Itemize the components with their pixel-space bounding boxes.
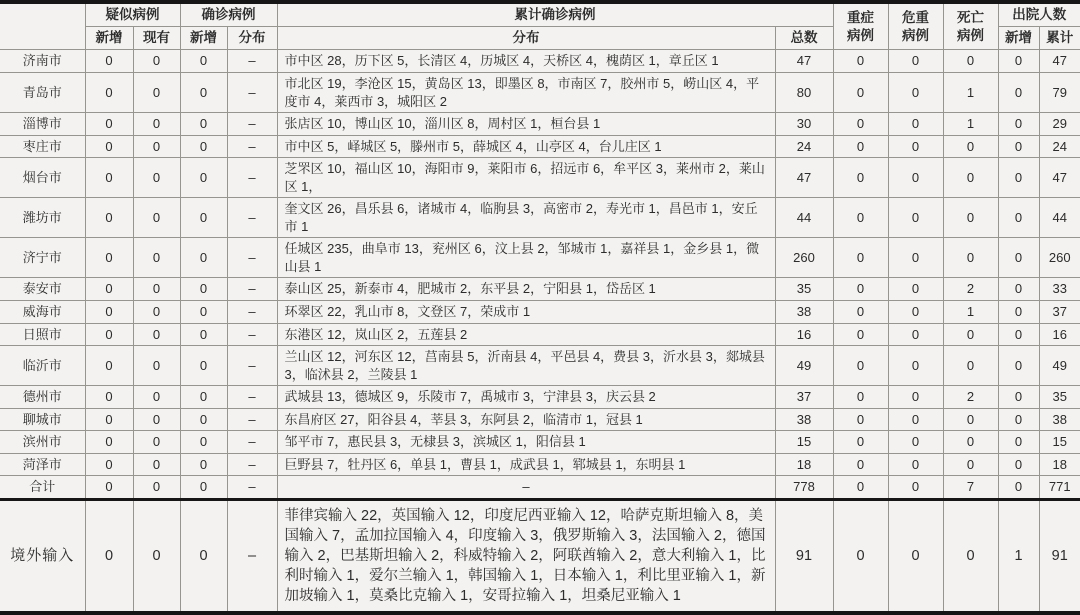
cell-confirmed-new: 0 [180, 198, 227, 238]
cell-discharged-new: 0 [998, 453, 1039, 476]
cell-discharged-new: 0 [998, 198, 1039, 238]
cell-confirmed-dist: – [227, 135, 277, 158]
cell-confirmed-dist: – [227, 346, 277, 386]
cell-confirmed-new: 0 [180, 386, 227, 409]
cell-cumulative-dist: 芝罘区 10，福山区 10，海阳市 9，莱阳市 6，招远市 6，牟平区 3，莱州市 2，莱山区 1， [277, 158, 775, 198]
cell-severe: 0 [833, 198, 888, 238]
cell-death: 1 [943, 72, 998, 112]
header-severe-cases [833, 2, 888, 50]
subheader-discharged-new: 新增 [998, 27, 1039, 50]
cell-severe: 0 [833, 301, 888, 324]
header-critical-line2: 病例 [902, 27, 929, 43]
cell-confirmed-dist: – [227, 158, 277, 198]
cell-confirmed-new: 0 [180, 408, 227, 431]
cell-discharged-cum: 35 [1039, 386, 1080, 409]
row-region-label: 青岛市 [0, 72, 85, 112]
cell-cumulative-total: 38 [775, 301, 833, 324]
cell-suspected-current: 0 [133, 476, 180, 500]
cell-discharged-new: 0 [998, 408, 1039, 431]
cell-death: 0 [943, 158, 998, 198]
cell-confirmed-new: 0 [180, 476, 227, 500]
cell-suspected-new: 0 [85, 238, 133, 278]
subheader-confirmed-dist: 分布 [227, 27, 277, 50]
cell-cumulative-total: 260 [775, 238, 833, 278]
cell-suspected-current: 0 [133, 135, 180, 158]
table-row [0, 499, 1080, 613]
cell-severe: 0 [833, 158, 888, 198]
cell-death: 0 [943, 323, 998, 346]
cell-cumulative-total: 37 [775, 386, 833, 409]
cell-discharged-cum: 18 [1039, 453, 1080, 476]
cell-death: 0 [943, 408, 998, 431]
header-severe-line2: 病例 [847, 27, 874, 43]
cell-cumulative-total: 80 [775, 72, 833, 112]
table-row [0, 453, 1080, 476]
cell-cumulative-total: 47 [775, 50, 833, 73]
cell-death: 2 [943, 278, 998, 301]
cell-cumulative-total: 24 [775, 135, 833, 158]
header-severe-line1: 重症 [847, 9, 874, 25]
cell-death: 1 [943, 113, 998, 136]
row-region-label: 临沂市 [0, 346, 85, 386]
cell-discharged-cum: 49 [1039, 346, 1080, 386]
subheader-discharged-cum: 累计 [1039, 27, 1080, 50]
cell-death: 0 [943, 238, 998, 278]
cell-discharged-new: 0 [998, 301, 1039, 324]
cell-severe: 0 [833, 346, 888, 386]
cell-discharged-new: 1 [998, 499, 1039, 613]
cell-cumulative-dist: 奎文区 26，昌乐县 6，诸城市 4，临朐县 3，高密市 2，寿光市 1，昌邑市 1，安丘市 1 [277, 198, 775, 238]
cell-discharged-new: 0 [998, 113, 1039, 136]
cell-cumulative-total: 30 [775, 113, 833, 136]
cell-suspected-new: 0 [85, 135, 133, 158]
cell-death: 0 [943, 135, 998, 158]
cell-suspected-current: 0 [133, 238, 180, 278]
cell-discharged-cum: 771 [1039, 476, 1080, 500]
table-row [0, 278, 1080, 301]
table-row [0, 408, 1080, 431]
cell-cumulative-dist: 巨野县 7，牡丹区 6，单县 1，曹县 1，成武县 1，郓城县 1，东明县 1 [277, 453, 775, 476]
header-death-cases [943, 2, 998, 50]
row-region-label: 枣庄市 [0, 135, 85, 158]
cell-critical: 0 [888, 158, 943, 198]
cell-critical: 0 [888, 499, 943, 613]
header-critical-cases [888, 2, 943, 50]
cell-confirmed-dist: – [227, 198, 277, 238]
row-region-label: 淄博市 [0, 113, 85, 136]
cell-confirmed-new: 0 [180, 499, 227, 613]
cell-discharged-cum: 38 [1039, 408, 1080, 431]
cell-suspected-current: 0 [133, 323, 180, 346]
cell-suspected-current: 0 [133, 278, 180, 301]
cell-severe: 0 [833, 408, 888, 431]
cell-cumulative-dist: 东昌府区 27，阳谷县 4，莘县 3，东阿县 2，临清市 1，冠县 1 [277, 408, 775, 431]
cell-confirmed-dist: – [227, 301, 277, 324]
row-region-label: 境外输入 [0, 499, 85, 613]
row-region-label: 滨州市 [0, 431, 85, 454]
cell-confirmed-new: 0 [180, 113, 227, 136]
cell-suspected-current: 0 [133, 158, 180, 198]
cell-suspected-new: 0 [85, 453, 133, 476]
table-row [0, 135, 1080, 158]
cell-confirmed-dist: – [227, 72, 277, 112]
cell-critical: 0 [888, 453, 943, 476]
cell-critical: 0 [888, 386, 943, 409]
cell-severe: 0 [833, 72, 888, 112]
cell-discharged-new: 0 [998, 135, 1039, 158]
cell-cumulative-total: 18 [775, 453, 833, 476]
cell-suspected-new: 0 [85, 431, 133, 454]
cell-death: 1 [943, 301, 998, 324]
header-discharged: 出院人数 [998, 2, 1080, 27]
cell-critical: 0 [888, 50, 943, 73]
header-confirmed-cases: 确诊病例 [180, 2, 277, 27]
cell-suspected-current: 0 [133, 346, 180, 386]
row-region-label: 日照市 [0, 323, 85, 346]
cell-severe: 0 [833, 113, 888, 136]
table-row [0, 476, 1080, 500]
cell-confirmed-new: 0 [180, 72, 227, 112]
subheader-cumulative-total: 总数 [775, 27, 833, 50]
cell-discharged-new: 0 [998, 50, 1039, 73]
cell-death: 0 [943, 198, 998, 238]
cell-death: 0 [943, 453, 998, 476]
subheader-confirmed-new: 新增 [180, 27, 227, 50]
cell-cumulative-dist: 兰山区 12，河东区 12，莒南县 5，沂南县 4，平邑县 4，费县 3，沂水县 3，郯城县 3，临沭县 2，兰陵县 1 [277, 346, 775, 386]
row-region-label: 德州市 [0, 386, 85, 409]
cell-critical: 0 [888, 323, 943, 346]
cell-suspected-new: 0 [85, 50, 133, 73]
cell-confirmed-dist: – [227, 113, 277, 136]
cell-cumulative-dist: 任城区 235，曲阜市 13，兖州区 6，汶上县 2，邹城市 1，嘉祥县 1，金乡县 1，微山县 1 [277, 238, 775, 278]
cell-confirmed-dist: – [227, 499, 277, 613]
cell-confirmed-dist: – [227, 238, 277, 278]
row-region-label: 济南市 [0, 50, 85, 73]
cell-suspected-new: 0 [85, 301, 133, 324]
cell-cumulative-total: 15 [775, 431, 833, 454]
cell-critical: 0 [888, 198, 943, 238]
cell-severe: 0 [833, 238, 888, 278]
cell-discharged-new: 0 [998, 323, 1039, 346]
cell-discharged-new: 0 [998, 431, 1039, 454]
row-region-label: 聊城市 [0, 408, 85, 431]
cell-confirmed-dist: – [227, 431, 277, 454]
cell-confirmed-dist: – [227, 50, 277, 73]
row-region-label: 潍坊市 [0, 198, 85, 238]
cell-discharged-cum: 44 [1039, 198, 1080, 238]
cell-cumulative-dist: – [277, 476, 775, 500]
cell-discharged-new: 0 [998, 278, 1039, 301]
cell-critical: 0 [888, 278, 943, 301]
table-row [0, 238, 1080, 278]
cell-cumulative-total: 778 [775, 476, 833, 500]
cell-confirmed-dist: – [227, 408, 277, 431]
cell-discharged-cum: 91 [1039, 499, 1080, 613]
cell-discharged-new: 0 [998, 238, 1039, 278]
cell-severe: 0 [833, 135, 888, 158]
table-row [0, 323, 1080, 346]
cell-confirmed-new: 0 [180, 323, 227, 346]
cell-cumulative-dist: 张店区 10，博山区 10，淄川区 8，周村区 1，桓台县 1 [277, 113, 775, 136]
cell-discharged-cum: 47 [1039, 158, 1080, 198]
cell-critical: 0 [888, 113, 943, 136]
cell-cumulative-total: 38 [775, 408, 833, 431]
cell-suspected-current: 0 [133, 431, 180, 454]
cell-critical: 0 [888, 72, 943, 112]
subheader-suspected-current: 现有 [133, 27, 180, 50]
table-body [0, 50, 1080, 613]
header-cumulative-confirmed: 累计确诊病例 [277, 2, 833, 27]
cell-confirmed-dist: – [227, 323, 277, 346]
cell-suspected-current: 0 [133, 50, 180, 73]
row-region-label: 合计 [0, 476, 85, 500]
table-row [0, 158, 1080, 198]
cell-cumulative-dist: 菲律宾输入 22，英国输入 12，印度尼西亚输入 12，哈萨克斯坦输入 8，美国输入 7，孟加拉国输入 4，印度输入 3，俄罗斯输入 3，法国输入 2，德国输入 2，巴基斯坦输入 2，科威特输入 2，阿联酋输入 2，意大利输入 1，比利时输入 1，爱尔兰输入 1，韩国输入 1，日本输入 1，利比里亚输入 1，新加坡输入 1，莫桑比克输入 1，安哥拉输入 1，坦桑尼亚输入 1 [277, 499, 775, 613]
table-row [0, 346, 1080, 386]
cell-suspected-new: 0 [85, 323, 133, 346]
cell-cumulative-dist: 环翠区 22，乳山市 8，文登区 7，荣成市 1 [277, 301, 775, 324]
cell-critical: 0 [888, 476, 943, 500]
cell-death: 0 [943, 499, 998, 613]
table-header [0, 2, 1080, 50]
cell-discharged-cum: 79 [1039, 72, 1080, 112]
cell-suspected-current: 0 [133, 301, 180, 324]
header-death-line2: 病例 [957, 27, 984, 43]
cell-confirmed-new: 0 [180, 431, 227, 454]
cell-cumulative-total: 44 [775, 198, 833, 238]
cell-death: 2 [943, 386, 998, 409]
cell-suspected-current: 0 [133, 499, 180, 613]
cell-cumulative-dist: 东港区 12，岚山区 2，五莲县 2 [277, 323, 775, 346]
cell-severe: 0 [833, 278, 888, 301]
cell-suspected-new: 0 [85, 499, 133, 613]
cell-discharged-new: 0 [998, 476, 1039, 500]
cell-confirmed-dist: – [227, 278, 277, 301]
cell-confirmed-dist: – [227, 386, 277, 409]
cell-severe: 0 [833, 431, 888, 454]
cell-cumulative-total: 49 [775, 346, 833, 386]
subheader-suspected-new: 新增 [85, 27, 133, 50]
cell-confirmed-new: 0 [180, 453, 227, 476]
cell-suspected-new: 0 [85, 72, 133, 112]
cell-critical: 0 [888, 238, 943, 278]
cell-cumulative-total: 16 [775, 323, 833, 346]
cell-discharged-cum: 24 [1039, 135, 1080, 158]
cell-cumulative-dist: 武城县 13，德城区 9，乐陵市 7，禹城市 3，宁津县 3，庆云县 2 [277, 386, 775, 409]
table-row [0, 386, 1080, 409]
corner-cell [0, 2, 85, 50]
table-row [0, 301, 1080, 324]
cell-discharged-new: 0 [998, 386, 1039, 409]
cell-death: 0 [943, 346, 998, 386]
header-death-line1: 死亡 [957, 9, 984, 25]
cell-death: 0 [943, 50, 998, 73]
cell-suspected-new: 0 [85, 113, 133, 136]
cell-confirmed-dist: – [227, 453, 277, 476]
cell-death: 7 [943, 476, 998, 500]
cell-suspected-current: 0 [133, 72, 180, 112]
cell-suspected-current: 0 [133, 198, 180, 238]
subheader-cumulative-dist: 分布 [277, 27, 775, 50]
cell-suspected-new: 0 [85, 158, 133, 198]
cell-confirmed-new: 0 [180, 278, 227, 301]
cell-suspected-current: 0 [133, 113, 180, 136]
cell-cumulative-total: 35 [775, 278, 833, 301]
cell-cumulative-dist: 市北区 19，李沧区 15，黄岛区 13，即墨区 8，市南区 7，胶州市 5，崂山区 4，平度市 4，莱西市 3，城阳区 2 [277, 72, 775, 112]
cell-discharged-new: 0 [998, 346, 1039, 386]
cell-suspected-current: 0 [133, 453, 180, 476]
cell-severe: 0 [833, 499, 888, 613]
cell-suspected-new: 0 [85, 278, 133, 301]
cell-critical: 0 [888, 135, 943, 158]
cell-discharged-new: 0 [998, 72, 1039, 112]
cell-severe: 0 [833, 386, 888, 409]
cell-cumulative-dist: 市中区 28，历下区 5，长清区 4，历城区 4，天桥区 4，槐荫区 1，章丘区 1 [277, 50, 775, 73]
table-row [0, 113, 1080, 136]
cell-death: 0 [943, 431, 998, 454]
cell-discharged-cum: 33 [1039, 278, 1080, 301]
header-group-row [0, 2, 1080, 27]
cell-confirmed-new: 0 [180, 301, 227, 324]
cell-cumulative-total: 47 [775, 158, 833, 198]
cell-suspected-current: 0 [133, 386, 180, 409]
row-region-label: 菏泽市 [0, 453, 85, 476]
cell-discharged-cum: 260 [1039, 238, 1080, 278]
cell-confirmed-new: 0 [180, 50, 227, 73]
cell-suspected-new: 0 [85, 198, 133, 238]
cell-critical: 0 [888, 346, 943, 386]
cell-cumulative-dist: 泰山区 25，新泰市 4，肥城市 2，东平县 2，宁阳县 1，岱岳区 1 [277, 278, 775, 301]
row-region-label: 济宁市 [0, 238, 85, 278]
header-critical-line1: 危重 [902, 9, 929, 25]
cell-discharged-new: 0 [998, 158, 1039, 198]
cell-confirmed-dist: – [227, 476, 277, 500]
cell-confirmed-new: 0 [180, 238, 227, 278]
row-region-label: 威海市 [0, 301, 85, 324]
cell-discharged-cum: 15 [1039, 431, 1080, 454]
cell-confirmed-new: 0 [180, 135, 227, 158]
cell-severe: 0 [833, 453, 888, 476]
cell-critical: 0 [888, 408, 943, 431]
cell-critical: 0 [888, 431, 943, 454]
cell-discharged-cum: 16 [1039, 323, 1080, 346]
cell-cumulative-total: 91 [775, 499, 833, 613]
cell-suspected-new: 0 [85, 386, 133, 409]
cell-critical: 0 [888, 301, 943, 324]
cell-confirmed-new: 0 [180, 158, 227, 198]
cell-severe: 0 [833, 50, 888, 73]
table-row [0, 198, 1080, 238]
cell-suspected-new: 0 [85, 408, 133, 431]
cell-suspected-new: 0 [85, 476, 133, 500]
cell-cumulative-dist: 邹平市 7，惠民县 3，无棣县 3，滨城区 1，阳信县 1 [277, 431, 775, 454]
row-region-label: 烟台市 [0, 158, 85, 198]
cell-cumulative-dist: 市中区 5，峄城区 5，滕州市 5，薛城区 4，山亭区 4，台儿庄区 1 [277, 135, 775, 158]
cell-discharged-cum: 47 [1039, 50, 1080, 73]
cell-discharged-cum: 37 [1039, 301, 1080, 324]
cell-discharged-cum: 29 [1039, 113, 1080, 136]
header-suspected-cases: 疑似病例 [85, 2, 180, 27]
row-region-label: 泰安市 [0, 278, 85, 301]
table-row [0, 431, 1080, 454]
table-row [0, 72, 1080, 112]
cell-suspected-new: 0 [85, 346, 133, 386]
cell-suspected-current: 0 [133, 408, 180, 431]
cell-severe: 0 [833, 323, 888, 346]
cell-severe: 0 [833, 476, 888, 500]
table-row [0, 50, 1080, 73]
cell-confirmed-new: 0 [180, 346, 227, 386]
